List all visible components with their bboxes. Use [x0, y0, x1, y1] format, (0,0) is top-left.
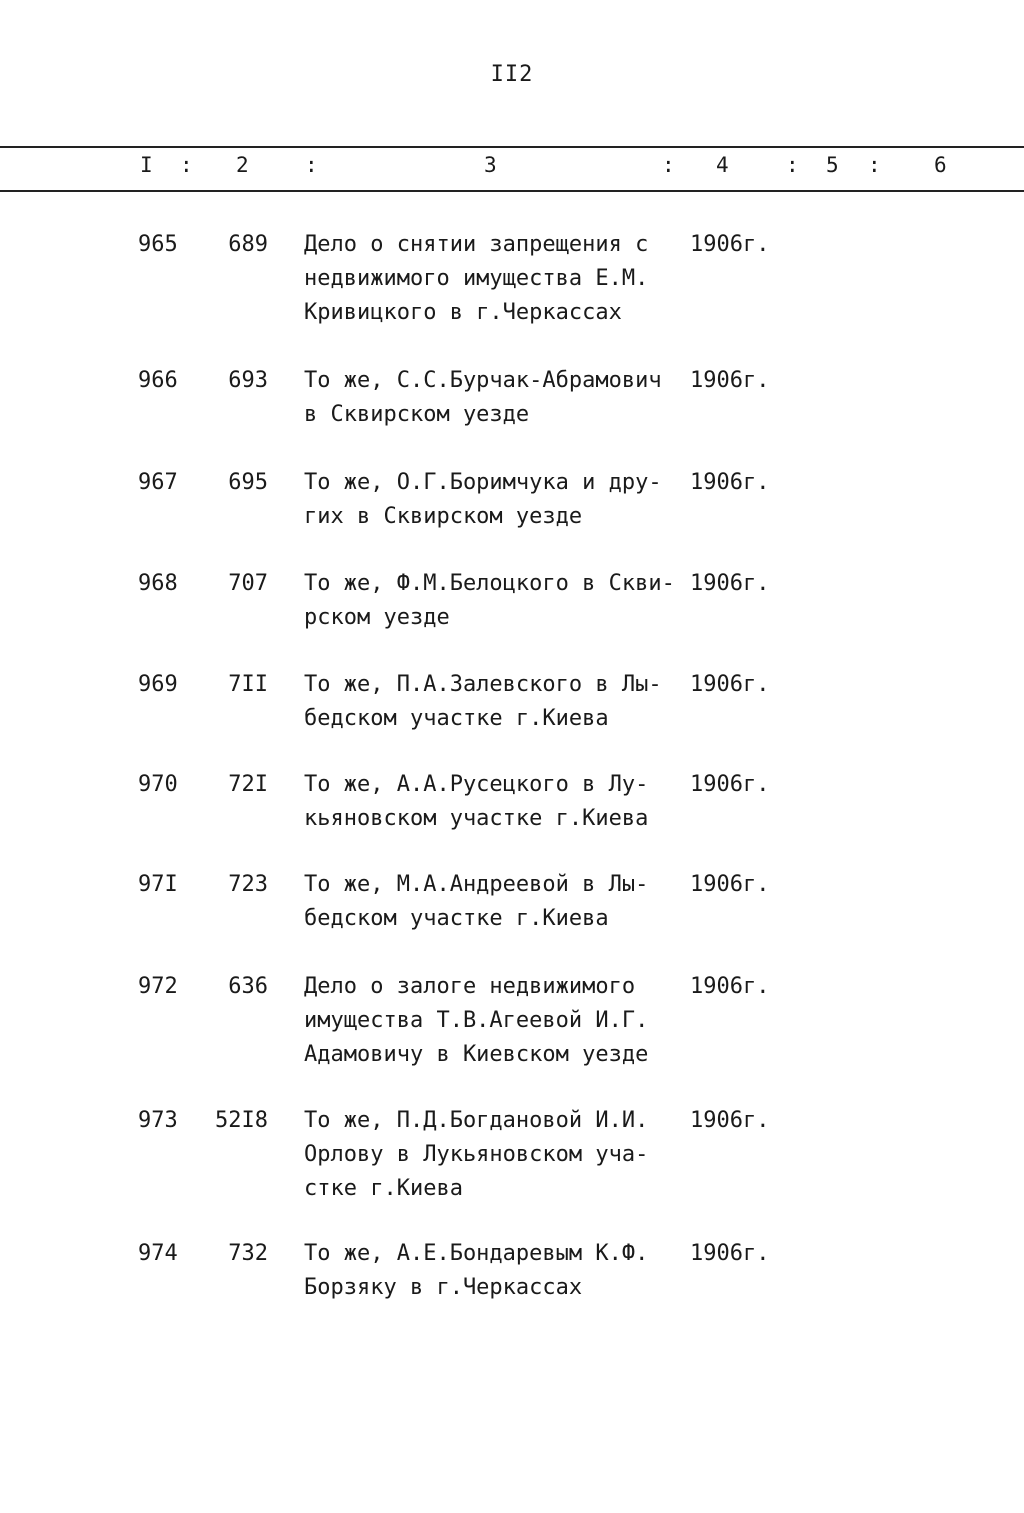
file-number: 707 — [228, 571, 268, 596]
record-number: 972 — [138, 974, 178, 999]
record-title-line: кьяновском участке г.Киева — [304, 806, 649, 831]
record-number: 966 — [138, 368, 178, 393]
record-title — [304, 668, 694, 736]
column-header-2: 2 — [236, 153, 249, 177]
record-title-line: Орлову в Лукьяновском уча- — [304, 1142, 649, 1167]
record-title-line: То же, Ф.М.Белоцкого в Скви- — [304, 571, 675, 596]
record-title-line: То же, С.С.Бурчак-Абрамович — [304, 368, 662, 393]
record-number: 973 — [138, 1108, 178, 1133]
record-year: 1906г. — [690, 571, 770, 596]
record-title — [304, 768, 694, 836]
file-number: 52I8 — [215, 1108, 268, 1133]
record-year: 1906г. — [690, 1241, 770, 1266]
column-separator: : — [786, 153, 799, 177]
record-number: 970 — [138, 772, 178, 797]
record-year: 1906г. — [690, 1108, 770, 1133]
record-year: 1906г. — [690, 470, 770, 495]
record-year: 1906г. — [690, 772, 770, 797]
record-title — [304, 364, 694, 432]
record-title-line: имущества Т.В.Агеевой И.Г. — [304, 1008, 649, 1033]
record-title-line: в Сквирском уезде — [304, 402, 530, 427]
record-title-line: бедском участке г.Киева — [304, 706, 609, 731]
file-number: 723 — [228, 872, 268, 897]
column-separator: : — [180, 153, 193, 177]
record-title — [304, 1237, 694, 1305]
column-separator: : — [662, 153, 675, 177]
record-title-line: То же, М.А.Андреевой в Лы- — [304, 872, 649, 897]
record-title — [304, 970, 694, 1072]
record-number: 967 — [138, 470, 178, 495]
column-header-5: 5 — [826, 153, 839, 177]
record-title-line: То же, П.Д.Богдановой И.И. — [304, 1108, 649, 1133]
file-number: 732 — [228, 1241, 268, 1266]
record-title — [304, 567, 694, 635]
record-title-line: недвижимого имущества Е.М. — [304, 266, 649, 291]
file-number: 693 — [228, 368, 268, 393]
record-title-line: То же, А.Е.Бондаревым К.Ф. — [304, 1241, 649, 1266]
record-title-line: Дело о снятии запрещения с — [304, 232, 649, 257]
record-title-line: рском уезде — [304, 605, 450, 630]
record-year: 1906г. — [690, 672, 770, 697]
record-title — [304, 466, 694, 534]
record-number: 97I — [138, 872, 178, 897]
record-title-line: То же, О.Г.Боримчука и дру- — [304, 470, 662, 495]
file-number: 636 — [228, 974, 268, 999]
record-title-line: Борзяку в г.Черкассах — [304, 1275, 583, 1300]
record-title — [304, 228, 694, 330]
record-year: 1906г. — [690, 368, 770, 393]
file-number: 689 — [228, 232, 268, 257]
column-header-4: 4 — [716, 153, 729, 177]
column-header-1: I — [140, 153, 153, 177]
header-bottom-rule — [0, 190, 1024, 192]
column-separator: : — [305, 153, 318, 177]
record-year: 1906г. — [690, 974, 770, 999]
column-header-6: 6 — [934, 153, 947, 177]
page-number: II2 — [490, 62, 534, 87]
record-number: 968 — [138, 571, 178, 596]
record-title-line: бедском участке г.Киева — [304, 906, 609, 931]
column-separator: : — [868, 153, 881, 177]
record-title-line: Дело о залоге недвижимого — [304, 974, 636, 999]
record-year: 1906г. — [690, 232, 770, 257]
file-number: 72I — [228, 772, 268, 797]
record-title-line: стке г.Киева — [304, 1176, 463, 1201]
record-title-line: То же, А.А.Русецкого в Лу- — [304, 772, 649, 797]
record-title-line: гих в Сквирском уезде — [304, 504, 583, 529]
record-number: 965 — [138, 232, 178, 257]
record-number: 974 — [138, 1241, 178, 1266]
header-top-rule — [0, 146, 1024, 148]
record-title — [304, 868, 694, 936]
record-title-line: То же, П.А.Залевского в Лы- — [304, 672, 662, 697]
record-number: 969 — [138, 672, 178, 697]
record-title-line: Адамовичу в Киевском уезде — [304, 1042, 649, 1067]
file-number: 695 — [228, 470, 268, 495]
record-year: 1906г. — [690, 872, 770, 897]
record-title — [304, 1104, 694, 1206]
record-title-line: Кривицкого в г.Черкассах — [304, 300, 622, 325]
column-header-3: 3 — [484, 153, 497, 177]
file-number: 7II — [228, 672, 268, 697]
